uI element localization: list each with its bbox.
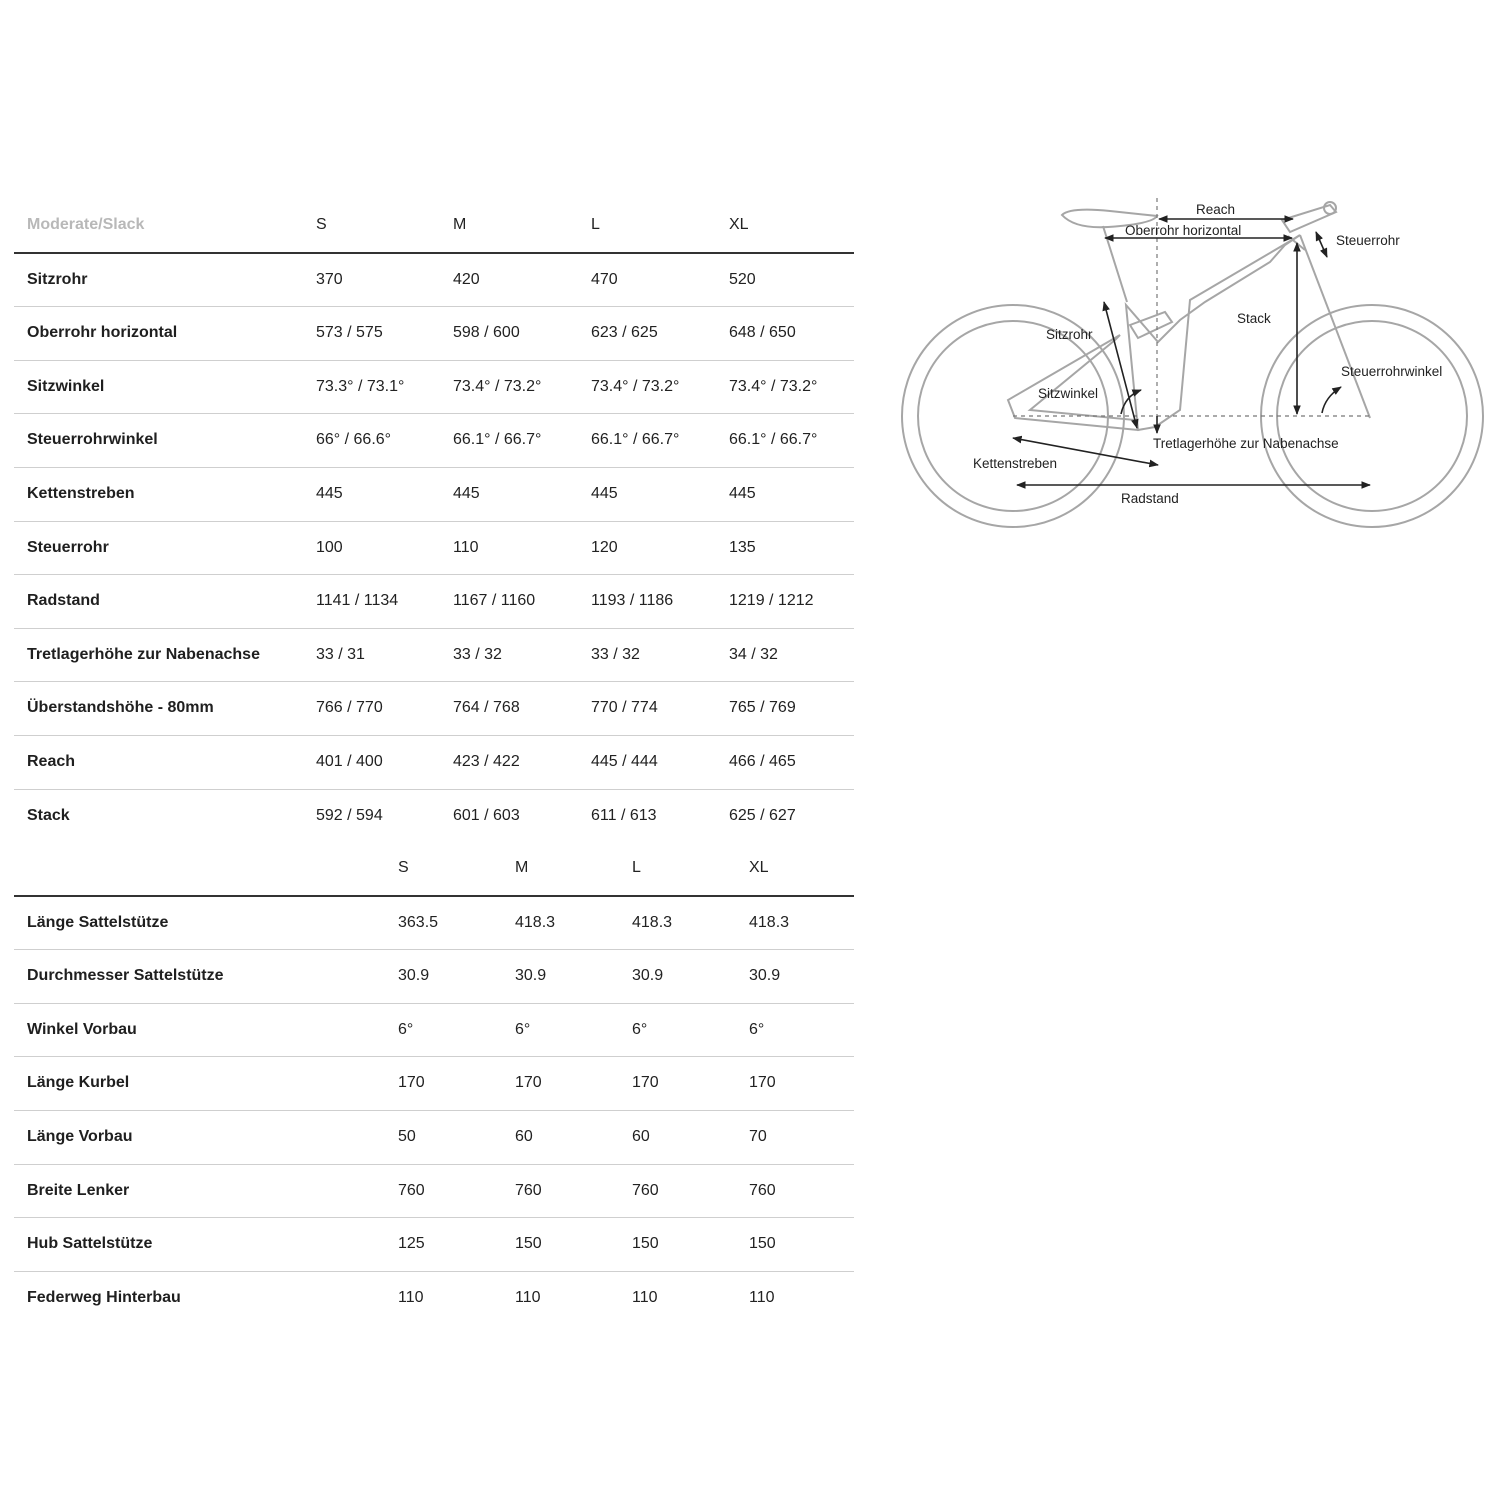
row-value-m: 110 bbox=[453, 538, 479, 556]
row-label: Länge Kurbel bbox=[27, 1074, 130, 1092]
row-value-xl: 150 bbox=[749, 1235, 776, 1253]
row-label: Kettenstreben bbox=[27, 484, 135, 502]
head-angle-arc bbox=[1322, 387, 1341, 413]
row-value-xl: 1219 / 1212 bbox=[729, 592, 814, 610]
row-value-m: 445 bbox=[453, 484, 480, 502]
table-row bbox=[14, 254, 854, 308]
row-value-xl: 760 bbox=[749, 1181, 776, 1199]
label-reach: Reach bbox=[1196, 202, 1236, 217]
row-value-s: 401 / 400 bbox=[316, 752, 383, 770]
row-value-s: 445 bbox=[316, 484, 343, 502]
row-value-m: 598 / 600 bbox=[453, 324, 520, 342]
row-label: Länge Sattelstütze bbox=[27, 913, 169, 931]
row-value-m: 760 bbox=[515, 1181, 542, 1199]
row-value-xl: 765 / 769 bbox=[729, 699, 796, 717]
row-value-m: 420 bbox=[453, 270, 480, 288]
size-header-l: L bbox=[632, 859, 641, 876]
table-row bbox=[14, 1057, 854, 1111]
label-chainstay: Kettenstreben bbox=[973, 456, 1058, 471]
row-value-s: 370 bbox=[316, 270, 343, 288]
row-value-xl: 170 bbox=[749, 1074, 776, 1092]
table-row bbox=[14, 1165, 854, 1219]
row-value-l: 611 / 613 bbox=[591, 806, 657, 824]
row-label: Überstandshöhe - 80mm bbox=[27, 699, 214, 717]
size-header-s: S bbox=[398, 859, 409, 876]
size-header-l: L bbox=[591, 216, 600, 233]
row-value-m: 30.9 bbox=[515, 967, 547, 985]
row-value-l: 770 / 774 bbox=[591, 699, 658, 717]
row-label: Steuerrohrwinkel bbox=[27, 431, 158, 449]
row-value-s: 1141 / 1134 bbox=[316, 592, 399, 610]
row-value-m: 6° bbox=[515, 1020, 531, 1038]
row-value-s: 760 bbox=[398, 1181, 425, 1199]
size-header-m: M bbox=[515, 859, 529, 876]
row-value-xl: 30.9 bbox=[749, 967, 781, 985]
row-value-m: 170 bbox=[515, 1074, 542, 1092]
row-value-xl: 625 / 627 bbox=[729, 806, 796, 824]
table-row bbox=[14, 522, 854, 576]
row-value-l: 33 / 32 bbox=[591, 645, 640, 663]
table-row bbox=[14, 950, 854, 1004]
row-value-m: 418.3 bbox=[515, 913, 556, 931]
table-row bbox=[14, 897, 854, 951]
row-label: Sitzwinkel bbox=[27, 377, 105, 395]
row-value-xl: 66.1° / 66.7° bbox=[729, 431, 818, 449]
row-value-s: 170 bbox=[398, 1074, 425, 1092]
bike-geometry-diagram bbox=[890, 190, 1490, 540]
handlebar bbox=[1324, 202, 1336, 214]
row-value-m: 33 / 32 bbox=[453, 645, 502, 663]
table-row bbox=[14, 629, 854, 683]
row-value-s: 125 bbox=[398, 1235, 425, 1253]
row-label: Hub Sattelstütze bbox=[27, 1235, 153, 1253]
row-value-l: 150 bbox=[632, 1235, 659, 1253]
mode-label: Moderate/Slack bbox=[27, 216, 145, 233]
label-head-tube: Steuerrohr bbox=[1336, 233, 1400, 248]
label-wheelbase: Radstand bbox=[1121, 491, 1179, 506]
head-tube-arrow bbox=[1316, 232, 1327, 257]
row-value-m: 66.1° / 66.7° bbox=[453, 431, 542, 449]
label-seat-angle: Sitzwinkel bbox=[1038, 386, 1099, 401]
row-value-xl: 34 / 32 bbox=[729, 645, 778, 663]
size-header-s: S bbox=[316, 216, 327, 233]
row-label: Radstand bbox=[27, 592, 100, 610]
size-header-m: M bbox=[453, 216, 467, 233]
row-value-s: 766 / 770 bbox=[316, 699, 383, 717]
row-value-l: 1193 / 1186 bbox=[591, 592, 674, 610]
table-row bbox=[14, 736, 854, 790]
row-label: Winkel Vorbau bbox=[27, 1020, 137, 1038]
row-value-m: 60 bbox=[515, 1127, 533, 1145]
row-value-s: 6° bbox=[398, 1020, 414, 1038]
row-value-m: 150 bbox=[515, 1235, 542, 1253]
row-value-xl: 6° bbox=[749, 1020, 765, 1038]
row-value-l: 120 bbox=[591, 538, 618, 556]
row-value-l: 30.9 bbox=[632, 967, 664, 985]
row-label: Stack bbox=[27, 806, 70, 824]
row-label: Steuerrohr bbox=[27, 538, 109, 556]
row-value-s: 73.3° / 73.1° bbox=[316, 377, 405, 395]
size-header-xl: XL bbox=[729, 216, 749, 233]
label-seat-tube: Sitzrohr bbox=[1046, 327, 1093, 342]
row-value-xl: 135 bbox=[729, 538, 756, 556]
label-stack: Stack bbox=[1237, 311, 1271, 326]
row-value-m: 110 bbox=[515, 1288, 541, 1306]
row-value-l: 73.4° / 73.2° bbox=[591, 377, 680, 395]
table-row bbox=[14, 575, 854, 629]
table-row bbox=[14, 468, 854, 522]
row-value-xl: 418.3 bbox=[749, 913, 790, 931]
row-value-l: 418.3 bbox=[632, 913, 673, 931]
row-value-l: 110 bbox=[632, 1288, 658, 1306]
row-label: Tretlagerhöhe zur Nabenachse bbox=[27, 645, 260, 663]
row-value-s: 363.5 bbox=[398, 913, 439, 931]
row-value-xl: 445 bbox=[729, 484, 756, 502]
row-value-m: 423 / 422 bbox=[453, 752, 520, 770]
row-value-xl: 70 bbox=[749, 1127, 767, 1145]
row-value-s: 30.9 bbox=[398, 967, 430, 985]
row-label: Länge Vorbau bbox=[27, 1127, 133, 1145]
row-value-xl: 466 / 465 bbox=[729, 752, 796, 770]
label-bb-height: Tretlagerhöhe zur Nabenachse bbox=[1153, 436, 1339, 451]
row-value-m: 1167 / 1160 bbox=[453, 592, 536, 610]
front-frame bbox=[1126, 235, 1300, 430]
row-label: Durchmesser Sattelstütze bbox=[27, 967, 224, 985]
table-row bbox=[14, 1218, 854, 1272]
components-table bbox=[14, 842, 854, 1324]
row-value-l: 623 / 625 bbox=[591, 324, 658, 342]
table-row bbox=[14, 307, 854, 361]
geometry-table bbox=[14, 199, 854, 842]
row-label: Breite Lenker bbox=[27, 1181, 130, 1199]
row-value-s: 573 / 575 bbox=[316, 324, 383, 342]
row-value-xl: 520 bbox=[729, 270, 756, 288]
row-value-l: 170 bbox=[632, 1074, 659, 1092]
row-label: Oberrohr horizontal bbox=[27, 324, 178, 342]
table-row bbox=[14, 361, 854, 415]
row-value-xl: 110 bbox=[749, 1288, 775, 1306]
row-value-l: 470 bbox=[591, 270, 618, 288]
row-value-l: 760 bbox=[632, 1181, 659, 1199]
table-row bbox=[14, 1272, 854, 1325]
table-row bbox=[14, 1111, 854, 1165]
row-value-s: 100 bbox=[316, 538, 343, 556]
row-value-s: 66° / 66.6° bbox=[316, 431, 392, 449]
row-value-l: 445 / 444 bbox=[591, 752, 658, 770]
row-label: Reach bbox=[27, 752, 76, 770]
row-label: Federweg Hinterbau bbox=[27, 1288, 181, 1306]
table-row bbox=[14, 790, 854, 843]
row-value-l: 6° bbox=[632, 1020, 648, 1038]
size-header-xl: XL bbox=[749, 859, 769, 876]
row-value-s: 33 / 31 bbox=[316, 645, 365, 663]
row-label: Sitzrohr bbox=[27, 270, 88, 288]
row-value-l: 60 bbox=[632, 1127, 650, 1145]
table-row bbox=[14, 1004, 854, 1058]
row-value-s: 592 / 594 bbox=[316, 806, 383, 824]
table-row bbox=[14, 414, 854, 468]
table-row bbox=[14, 682, 854, 736]
diagram-labels bbox=[973, 202, 1442, 506]
row-value-l: 445 bbox=[591, 484, 618, 502]
row-value-xl: 73.4° / 73.2° bbox=[729, 377, 818, 395]
row-value-xl: 648 / 650 bbox=[729, 324, 796, 342]
label-head-angle: Steuerrohrwinkel bbox=[1341, 364, 1443, 379]
table-header-row bbox=[14, 842, 854, 897]
row-value-m: 73.4° / 73.2° bbox=[453, 377, 542, 395]
row-value-m: 764 / 768 bbox=[453, 699, 520, 717]
row-value-s: 50 bbox=[398, 1127, 416, 1145]
row-value-m: 601 / 603 bbox=[453, 806, 520, 824]
table-header-row bbox=[14, 199, 854, 254]
row-value-l: 66.1° / 66.7° bbox=[591, 431, 680, 449]
label-top-tube: Oberrohr horizontal bbox=[1125, 223, 1242, 238]
row-value-s: 110 bbox=[398, 1288, 424, 1306]
